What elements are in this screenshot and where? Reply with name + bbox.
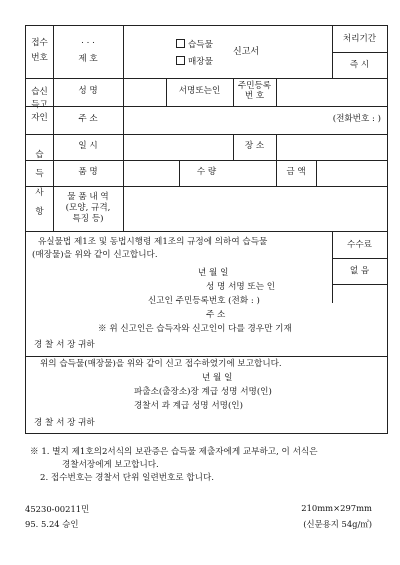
row-divider — [26, 78, 387, 79]
paper-spec: (신문용지 54g/㎡) — [303, 519, 372, 529]
finder-phone-label: (전화번호 : ) — [332, 114, 381, 124]
cell-divider — [332, 258, 387, 259]
finder-sign-label: 서명또는인 — [178, 86, 221, 96]
finder-rrn-label-1: 주민등록 — [237, 81, 272, 91]
report-statement: 위의 습득물(매장물)을 위와 같이 신고 접수하였기에 보고합니다. — [40, 359, 282, 369]
finder-section-label — [26, 86, 53, 125]
receipt-label — [26, 38, 53, 64]
report-recipient: 경 찰 서 장 귀하 — [34, 418, 95, 428]
processing-value: 즉 시 — [349, 60, 370, 70]
found-checkbox[interactable] — [176, 39, 185, 48]
pickup-section-label-4: 항 — [35, 207, 44, 217]
pickup-section-label-1: 습 — [35, 150, 44, 160]
receipt-label-bottom: 번호 — [31, 53, 48, 63]
finder-section-label-3: 자인 — [31, 113, 48, 123]
pickup-detail-label-1: 물 품 내 역 — [67, 192, 109, 202]
col-divider — [123, 134, 124, 231]
paper-size: 210mm×297mm — [301, 503, 372, 513]
found-option-label: 습득물 — [188, 40, 213, 50]
fee-label: 수수료 — [347, 240, 372, 250]
col-divider — [123, 26, 124, 78]
pickup-amount-label: 금 액 — [286, 167, 306, 177]
col-divider — [276, 134, 277, 160]
declaration-statement-line-2: (매장물)을 위와 같이 신고합니다. — [32, 250, 158, 260]
pickup-detail-label-3: 특징 등) — [72, 214, 104, 224]
receipt-label-top: 접수 — [31, 38, 48, 48]
finder-section-label-2: 득고 — [31, 100, 48, 110]
col-divider — [123, 78, 124, 106]
pickup-detail-label — [53, 192, 123, 225]
pickup-item-label: 품 명 — [78, 167, 98, 177]
finder-address-label: 주 소 — [78, 114, 98, 124]
declaration-statement-line-1: 유실물법 제1조 및 동법시행령 제1조의 규정에 의하여 습득물 — [38, 237, 268, 247]
pickup-section-label-3: 사 — [35, 188, 44, 198]
fee-value: 없 음 — [349, 266, 370, 276]
finder-rrn-label — [233, 81, 276, 101]
pickup-place-label: 장 소 — [244, 141, 265, 151]
found-option[interactable] — [176, 39, 213, 51]
row-divider — [26, 160, 387, 161]
lost-property-report-form — [25, 25, 388, 434]
receipt-number: 제 호 — [78, 54, 98, 64]
declaration-note: ※ 위 신고인은 습득자와 신고인이 다를 경우만 기재 — [98, 324, 292, 334]
report-date: 년 월 일 — [202, 373, 233, 383]
pickup-section-label — [26, 146, 53, 222]
form-code: 45230-00211민 — [25, 504, 90, 514]
deposited-option-label: 매장물 — [188, 57, 213, 67]
declaration-name-line: 성 명 서명 또는 인 — [206, 282, 276, 292]
deposited-option[interactable] — [176, 56, 213, 68]
col-divider — [123, 106, 124, 134]
pickup-qty-label: 수 량 — [196, 167, 217, 177]
deposited-checkbox[interactable] — [176, 56, 185, 65]
finder-name-label: 성 명 — [78, 86, 98, 96]
row-divider — [26, 186, 387, 187]
row-divider — [26, 106, 387, 107]
declaration-address-line: 주 소 — [206, 310, 226, 320]
report-line-2: 경찰서 과 계급 성명 서명(인) — [134, 401, 243, 411]
finder-rrn-label-2: 번 호 — [244, 91, 265, 101]
row-divider — [26, 356, 387, 357]
note-2: 경찰서장에게 보고합니다. — [62, 460, 159, 470]
declaration-recipient: 경 찰 서 장 귀하 — [34, 340, 95, 350]
processing-label: 처리기간 — [342, 34, 377, 44]
approval-date: 95. 5.24 승인 — [25, 519, 79, 529]
receipt-dots: . . . — [81, 36, 95, 46]
note-1: ※ 1. 별지 제1호의2서식의 보관증은 습득물 제출자에게 교부하고, 이 서식은 — [30, 447, 318, 457]
row-divider — [26, 134, 387, 135]
note-3: 2. 접수번호는 경찰서 단위 일련번호로 합니다. — [40, 473, 215, 483]
pickup-detail-label-2: (모양, 규격, — [65, 203, 111, 213]
pickup-datetime-label: 일 시 — [78, 141, 98, 151]
form-title: 신고서 — [233, 47, 260, 57]
col-divider — [316, 160, 317, 186]
finder-section-label-1: 습신 — [31, 87, 48, 97]
col-divider — [276, 78, 277, 106]
report-line-1: 파출소(출장소)장 계급 성명 서명(인) — [134, 387, 272, 397]
cell-divider — [332, 284, 387, 285]
declaration-reporter-line: 신고인 주민등록번호 (전화 : ) — [148, 296, 260, 306]
declaration-date: 년 월 일 — [198, 268, 229, 278]
notes — [30, 446, 385, 485]
cell-divider — [332, 52, 387, 53]
pickup-section-label-2: 득 — [35, 169, 44, 179]
declaration-statement — [32, 236, 267, 262]
